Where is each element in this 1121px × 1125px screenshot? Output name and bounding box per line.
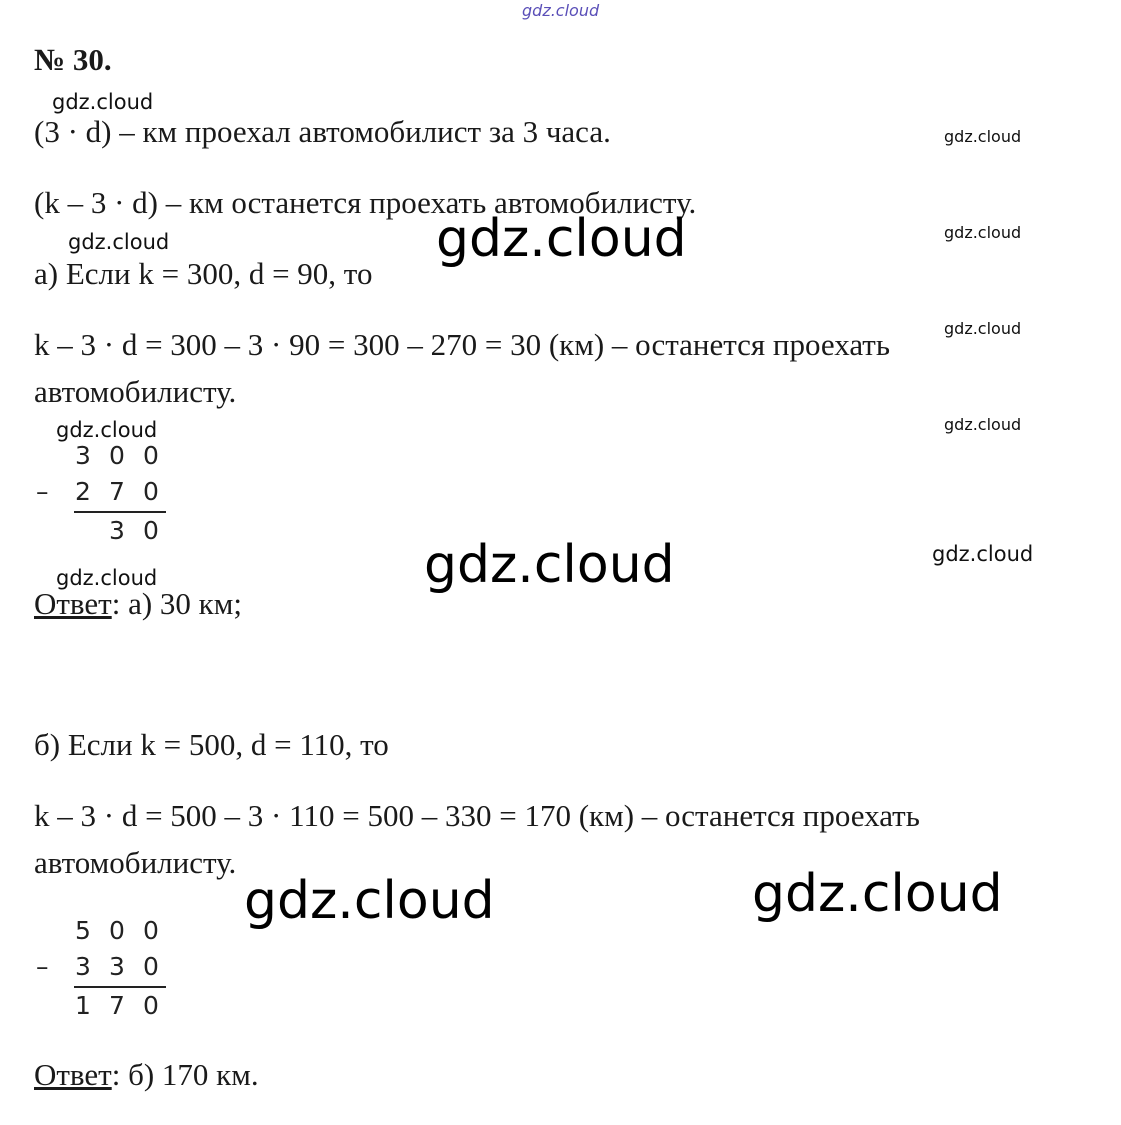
- watermark: gdz.cloud: [68, 230, 170, 254]
- watermark: gdz.cloud: [244, 871, 495, 931]
- watermark: gdz.cloud: [944, 415, 1022, 434]
- minus-sign: –: [36, 952, 49, 981]
- watermark: gdz.cloud: [944, 127, 1022, 146]
- minus-sign: –: [36, 477, 49, 506]
- watermark: gdz.cloud: [944, 223, 1022, 242]
- part-a-answer: [34, 586, 242, 622]
- result-line: [74, 986, 166, 988]
- digit: 2: [75, 477, 91, 506]
- watermark: gdz.cloud: [56, 566, 158, 590]
- digit: 3: [109, 952, 125, 981]
- digit: 5: [75, 916, 91, 945]
- watermark: gdz.cloud: [944, 319, 1022, 338]
- digit: 0: [109, 916, 125, 945]
- digit: 0: [143, 952, 159, 981]
- watermark: gdz.cloud: [424, 535, 675, 595]
- digit: 3: [109, 516, 125, 545]
- part-b-answer: [34, 1057, 259, 1093]
- digit: 0: [109, 441, 125, 470]
- digit: 3: [75, 952, 91, 981]
- digit: 3: [75, 441, 91, 470]
- answer-label: Ответ: [34, 586, 112, 621]
- digit: 1: [75, 991, 91, 1020]
- watermark: gdz.cloud: [52, 90, 154, 114]
- part-a-condition: а) Если k = 300, d = 90, то: [34, 256, 373, 291]
- answer-text: : б) 170 км.: [111, 1057, 259, 1092]
- part-b-expression-cont: автомобилисту.: [34, 845, 237, 880]
- answer-label: Ответ: [34, 1057, 112, 1092]
- text-line-distance-driven: (3 · d) – км проехал автомобилист за 3 часа.: [34, 114, 611, 149]
- digit: 0: [143, 477, 159, 506]
- watermark: gdz.cloud: [932, 542, 1034, 566]
- answer-text: : а) 30 км;: [111, 586, 242, 621]
- digit: 0: [143, 916, 159, 945]
- digit: 7: [109, 477, 125, 506]
- part-a-expression-cont: автомобилисту.: [34, 374, 237, 409]
- digit: 0: [143, 516, 159, 545]
- watermark: gdz.cloud: [56, 418, 158, 442]
- problem-number: № 30.: [34, 42, 112, 77]
- result-line: [74, 511, 166, 513]
- text-line-distance-remaining: (k – 3 · d) – км останется проехать автомобилисту.: [34, 185, 697, 220]
- digit: 0: [143, 441, 159, 470]
- digit: 7: [109, 991, 125, 1020]
- digit: 0: [143, 991, 159, 1020]
- top-watermark: gdz.cloud: [522, 1, 600, 20]
- watermark: gdz.cloud: [436, 209, 687, 269]
- part-a-expression: k – 3 · d = 300 – 3 · 90 = 300 – 270 = 30 (км) – останется проехать: [34, 327, 890, 362]
- part-b-condition: б) Если k = 500, d = 110, то: [34, 727, 389, 762]
- watermark: gdz.cloud: [752, 864, 1003, 924]
- part-b-expression: k – 3 · d = 500 – 3 · 110 = 500 – 330 = 170 (км) – останется проехать: [34, 798, 920, 833]
